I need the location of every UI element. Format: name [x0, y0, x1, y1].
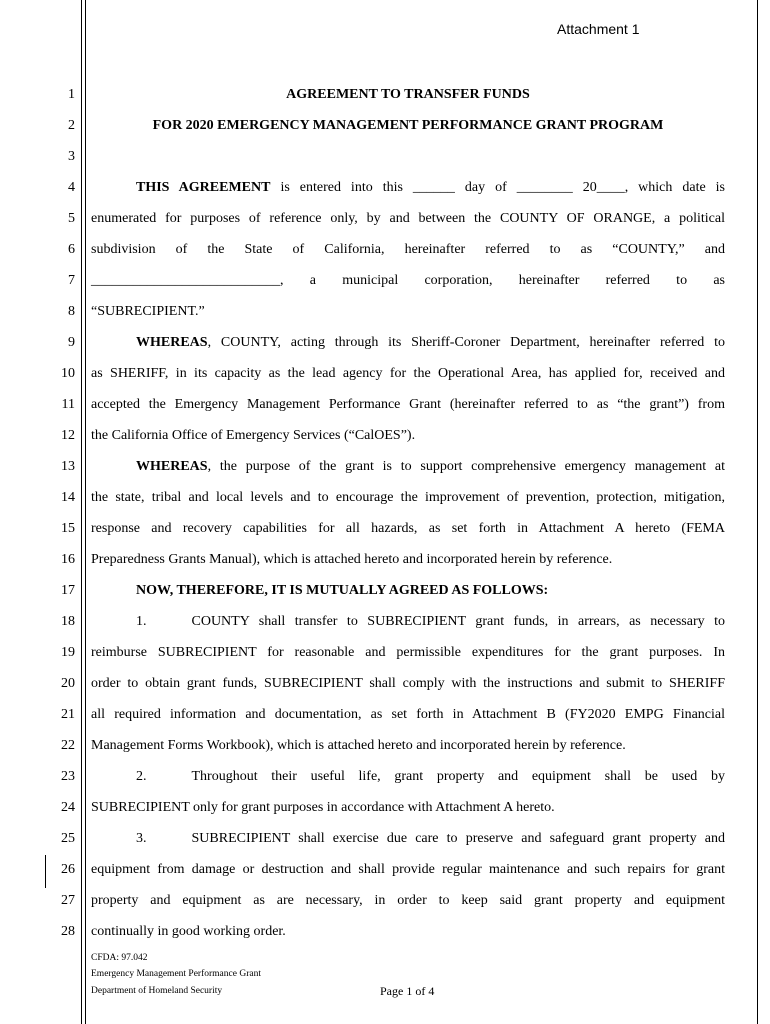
body-line-13 [136, 457, 725, 477]
body-line-22: Management Forms Workbook), which is attached hereto and incorporated herein by reference. [91, 738, 626, 753]
body-line-8: “SUBRECIPIENT.” [91, 304, 205, 319]
line-number: 7 [68, 273, 75, 288]
body-text: , COUNTY, acting through its Sheriff-Coroner Department, hereinafter referred to [207, 335, 725, 350]
line-number: 15 [61, 521, 75, 536]
line-number: 5 [68, 211, 75, 226]
body-line-28: continually in good working order. [91, 924, 286, 939]
line-number: 22 [61, 738, 75, 753]
line-number: 2 [68, 118, 75, 133]
line-number: 26 [61, 862, 75, 877]
line-number: 13 [61, 459, 75, 474]
line-number: 21 [61, 707, 75, 722]
attachment-label: Attachment 1 [557, 21, 640, 37]
line-number: 18 [61, 614, 75, 629]
bold-lead: THIS AGREEMENT [136, 180, 271, 195]
line-number: 27 [61, 893, 75, 908]
body-line-4 [136, 178, 725, 198]
document-title: AGREEMENT TO TRANSFER FUNDS [286, 87, 530, 102]
body-line-7: ___________________________, a municipal corporation, hereinafter referred to as [91, 273, 725, 288]
footer-grant-name: Emergency Management Performance Grant [91, 969, 261, 979]
body-line-5: enumerated for purposes of reference only, by and between the COUNTY OF ORANGE, a political [91, 211, 725, 226]
body-line-16: Preparedness Grants Manual), which is attached hereto and incorporated herein by reference. [91, 552, 613, 567]
body-line-24: SUBRECIPIENT only for grant purposes in accordance with Attachment A hereto. [91, 800, 555, 815]
body-line-23 [136, 767, 725, 787]
body-line-19: reimburse SUBRECIPIENT for reasonable and permissible expenditures for the grant purposes. In [91, 645, 725, 660]
line-number: 23 [61, 769, 75, 784]
line-number: 3 [68, 149, 75, 164]
body-text: is entered into this ______ day of ________ 20____, which date is [270, 180, 725, 195]
line-number: 14 [61, 490, 75, 505]
clause-number: 1. [136, 614, 147, 629]
page-number: Page 1 of 4 [380, 984, 435, 998]
body-line-18 [136, 612, 725, 632]
body-text: COUNTY shall transfer to SUBRECIPIENT grant funds, in arrears, as necessary to [191, 614, 725, 629]
line-number: 6 [68, 242, 75, 257]
body-line-9 [136, 333, 725, 353]
line-number: 10 [61, 366, 75, 381]
body-line-15: response and recovery capabilities for all hazards, as set forth in Attachment A hereto (FEMA [91, 521, 725, 536]
right-margin-rule [757, 0, 758, 1024]
line-number: 28 [61, 924, 75, 939]
body-line-25 [136, 829, 725, 849]
document-subtitle: FOR 2020 EMERGENCY MANAGEMENT PERFORMANCE GRANT PROGRAM [152, 118, 664, 133]
line-number: 17 [61, 583, 75, 598]
line-number: 19 [61, 645, 75, 660]
footer-department: Department of Homeland Security [91, 986, 223, 996]
clause-number: 2. [136, 769, 147, 784]
body-line-10: as SHERIFF, in its capacity as the lead agency for the Operational Area, has applied for, received and [91, 366, 725, 381]
bold-lead: WHEREAS [136, 459, 208, 474]
body-line-11: accepted the Emergency Management Performance Grant (hereinafter referred to as “the grant”) from [91, 397, 725, 412]
body-line-21: all required information and documentation, as set forth in Attachment B (FY2020 EMPG Financial [91, 707, 725, 722]
revision-bar [45, 855, 46, 888]
line-number: 16 [61, 552, 75, 567]
body-line-12: the California Office of Emergency Services (“CalOES”). [91, 428, 416, 443]
line-number: 25 [61, 831, 75, 846]
line-number: 9 [68, 335, 75, 350]
line-number: 1 [68, 87, 75, 102]
body-text: SUBRECIPIENT shall exercise due care to preserve and safeguard grant property and [191, 831, 725, 846]
line-number: 20 [61, 676, 75, 691]
line-number: 4 [68, 180, 75, 195]
left-margin-rule [81, 0, 82, 1024]
body-line-6: subdivision of the State of California, hereinafter referred to as “COUNTY,” and [91, 242, 725, 257]
bold-lead: WHEREAS [136, 335, 208, 350]
line-number: 24 [61, 800, 75, 815]
body-text: , the purpose of the grant is to support comprehensive emergency management at [207, 459, 725, 474]
left-margin-rule-inner [85, 0, 86, 1024]
body-text: Throughout their useful life, grant property and equipment shall be used by [191, 769, 725, 784]
line-number: 8 [68, 304, 75, 319]
footer-cfda: CFDA: 97.042 [91, 953, 148, 963]
clause-number: 3. [136, 831, 147, 846]
line-number: 11 [61, 397, 75, 412]
body-line-26: equipment from damage or destruction and shall provide regular maintenance and such repairs for grant [91, 862, 725, 877]
body-line-14: the state, tribal and local levels and to encourage the improvement of prevention, protection, mitigation, [91, 490, 725, 505]
body-line-20: order to obtain grant funds, SUBRECIPIENT shall comply with the instructions and submit to SHERIFF [91, 676, 725, 691]
line-number: 12 [61, 428, 75, 443]
body-line-27: property and equipment as are necessary, in order to keep said grant property and equipment [91, 893, 725, 908]
section-heading: NOW, THEREFORE, IT IS MUTUALLY AGREED AS FOLLOWS: [136, 583, 549, 598]
